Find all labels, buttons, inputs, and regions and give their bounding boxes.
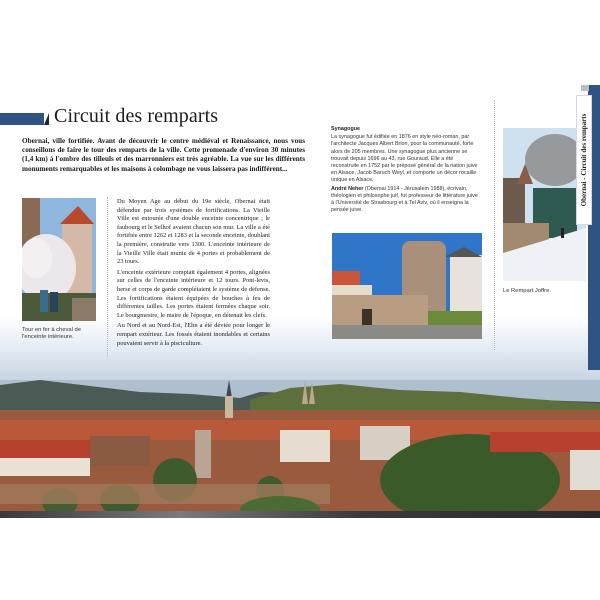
synagogue-photo bbox=[332, 233, 482, 339]
brochure-spread bbox=[0, 85, 600, 518]
rempart-photo-caption: Le Rempart Joffre. bbox=[503, 288, 551, 294]
tower-photo-caption: Tour en fer à cheval de l'enceinte intérieure. bbox=[22, 327, 81, 341]
column-divider-right bbox=[494, 100, 495, 350]
edge-tab-label: Obernai - Circuit des remparts bbox=[580, 113, 588, 207]
intro-paragraph: Obernai, ville fortifiée. Avant de découvrir le centre médiéval et Renaissance, nous vous conseillons de faire le tour des remparts de la ville. Cette promenade d'environ 30 minutes (1,4 km) à l'ombre des tilleuls et des marronniers est très agréable. La vue sur les différents monuments remarquables et les maisons à colombage ne vous laissera pas indifférent... bbox=[22, 137, 305, 173]
main-paragraph-3: Au Nord et au Nord-Est, l'Ehn a été déviée pour longer le rempart extérieur. Les fossés étaient inondables et certains pouvaient servir à la pisciculture. bbox=[117, 322, 270, 347]
tower-photo bbox=[22, 198, 96, 321]
column-divider-left bbox=[107, 197, 108, 357]
synagogue-text: La synagogue fut édifiée en 1876 en style néo-roman, par l'architecte Jacques Albert Brion, pour la communauté, forte alors de 205 membres. Une synagogue plus ancienne se trouvait depuis 1696 au 43, rue Gouraud. Elle a été reconstruite en 1752 par le préposé général de la nation juive en Alsace, Jacob Baruch Weyl, et comporte un décor rocaille unique en Alsace. bbox=[331, 134, 478, 184]
title-accent-tip bbox=[44, 113, 49, 125]
synagogue-heading: Synagogue bbox=[331, 126, 361, 132]
main-paragraph-1: Du Moyen Age au début du 19e siècle, Obernai était défendue par trois systèmes de fortifications. La Vieille Ville est entourée d'une double enceinte concentrique ; le faubourg et le Selhof avaient chacun son mur. La ville a été fortifiée entre 1262 et 1283 et la seconde enceinte, doublant la première, construite vers 1300. L'enceinte intérieure de la Vieille Ville était munie de 4 portes et probablement de 23 tours. bbox=[117, 198, 270, 266]
edge-tab-cap bbox=[581, 85, 589, 91]
right-column bbox=[331, 126, 481, 215]
main-column bbox=[117, 198, 270, 350]
panorama-photo bbox=[0, 380, 600, 518]
edge-tab-label-box bbox=[576, 95, 592, 225]
neher-text: (Obernai 1914 - Jérusalem 1988), écrivain, théologien et philosophe juif, fut professeur de littérature juive à l'Université de Strasbourg et à Tel Aviv, où il enseigna la pensée juive. bbox=[331, 185, 478, 214]
main-paragraph-2: L'enceinte extérieure comptait également 4 portes, alignées sur celles de l'enceinte intérieure et 12 tours. Pont-levis, herse et corps de garde complétaient le système de défense. Les fortifications étaient équipées de bouches à feu de différentes tailles. Les portes étaient fermées chaque soir. Le bourgmestre, le maire de l'époque, en détenait les clefs. bbox=[117, 268, 270, 319]
neher-heading: André Neher bbox=[331, 185, 364, 192]
rempart-photo bbox=[503, 128, 586, 281]
title-accent-bar bbox=[0, 113, 44, 125]
bottom-strip bbox=[0, 511, 600, 518]
page-title: Circuit des remparts bbox=[54, 105, 219, 127]
